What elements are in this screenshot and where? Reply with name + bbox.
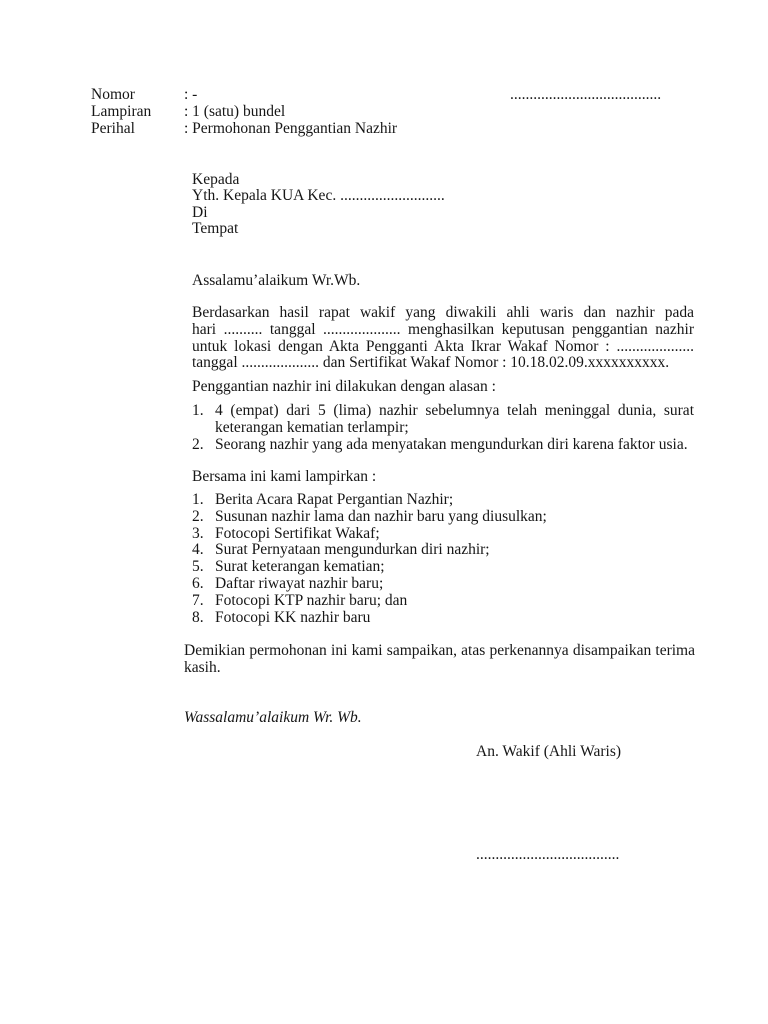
- list-number: 1.: [192, 491, 204, 508]
- closing-paragraph: [184, 643, 695, 677]
- list-item: [192, 610, 694, 627]
- list-item: [192, 559, 694, 576]
- list-item: [192, 593, 694, 610]
- list-item: [192, 403, 694, 437]
- paragraph-line: untuk lokasi dengan Akta Pengganti Akta Ikrar Wakaf Nomor : ....................: [192, 337, 694, 355]
- list-item-text: Berita Acara Rapat Pergantian Nazhir;: [215, 491, 454, 508]
- recipient-line: Kepada: [192, 171, 240, 188]
- header-row-lampiran: [91, 104, 511, 121]
- header-value: : -: [184, 86, 198, 103]
- list-item: [192, 576, 694, 593]
- paragraph-line: tanggal .................... dan Sertifikat Wakaf Nomor : 10.18.02.09.xxxxxxxxxx.: [192, 354, 670, 372]
- header-row-nomor: [91, 87, 511, 104]
- greeting: Assalamu’alaikum Wr.Wb.: [192, 272, 361, 289]
- list-item-text: Surat Pernyataan mengundurkan diri nazhir;: [215, 541, 490, 559]
- recipient-line: Tempat: [192, 220, 239, 238]
- letter-header: [91, 87, 511, 137]
- header-value: : 1 (satu) bundel: [184, 102, 286, 120]
- list-item-text: Surat keterangan kematian;: [215, 558, 385, 576]
- attachments-list: [192, 492, 694, 626]
- list-number: 2.: [192, 435, 204, 453]
- closing-salutation: Wassalamu’alaikum Wr. Wb.: [184, 709, 362, 726]
- list-number: 3.: [192, 524, 204, 542]
- closing-line: kasih.: [184, 658, 221, 676]
- list-item: [192, 437, 694, 454]
- list-item-text: Fotocopi Sertifikat Wakaf;: [215, 524, 380, 542]
- signature-title: An. Wakif (Ahli Waris): [476, 743, 622, 760]
- list-item-line: 4 (empat) dari 5 (lima) nazhir sebelumnya telah meninggal dunia, surat: [215, 402, 694, 419]
- list-item: [192, 542, 694, 559]
- list-item-text: [215, 437, 694, 454]
- list-item-text: Daftar riwayat nazhir baru;: [215, 574, 384, 592]
- date-placeholder: .......................................: [510, 86, 662, 103]
- list-item-text: Susunan nazhir lama dan nazhir baru yang diusulkan;: [215, 507, 547, 525]
- list-item: [192, 509, 694, 526]
- header-label: Perihal: [91, 119, 135, 137]
- header-label: Nomor: [91, 86, 135, 103]
- recipient-line: Di: [192, 203, 208, 221]
- list-item-text: [215, 403, 694, 437]
- reasons-intro: Penggantian nazhir ini dilakukan dengan alasan :: [192, 378, 496, 395]
- list-number: 1.: [192, 402, 204, 419]
- body-paragraph: [192, 305, 694, 372]
- signature-name-placeholder: .....................................: [476, 846, 620, 863]
- list-item-line: Seorang nazhir yang ada menyatakan mengundurkan diri karena faktor usia.: [215, 435, 688, 453]
- recipient-line: Yth. Kepala KUA Kec. ...........................: [192, 187, 445, 205]
- header-row-perihal: [91, 121, 511, 138]
- list-number: 5.: [192, 558, 204, 576]
- paragraph-line: hari .......... tanggal .................... menghasilkan keputusan penggantian nazhir: [192, 320, 694, 338]
- paragraph-line: Berdasarkan hasil rapat wakif yang diwakili ahli waris dan nazhir pada: [192, 304, 694, 321]
- list-item-text: Fotocopi KK nazhir baru: [215, 608, 371, 626]
- list-item-text: Fotocopi KTP nazhir baru; dan: [215, 591, 408, 609]
- list-item: [192, 492, 694, 509]
- reasons-list: [192, 403, 694, 453]
- list-item: [192, 526, 694, 543]
- header-label: Lampiran: [91, 102, 152, 120]
- list-item-line: keterangan kematian terlampir;: [215, 418, 409, 436]
- recipient-address: [192, 172, 445, 238]
- list-number: 7.: [192, 591, 204, 609]
- list-number: 2.: [192, 507, 204, 525]
- closing-line: Demikian permohonan ini kami sampaikan, atas perkenannya disampaikan terima: [184, 642, 695, 659]
- header-value: : Permohonan Penggantian Nazhir: [184, 119, 398, 137]
- attachments-intro: Bersama ini kami lampirkan :: [192, 468, 377, 485]
- list-number: 4.: [192, 541, 204, 559]
- list-number: 6.: [192, 574, 204, 592]
- list-number: 8.: [192, 608, 204, 626]
